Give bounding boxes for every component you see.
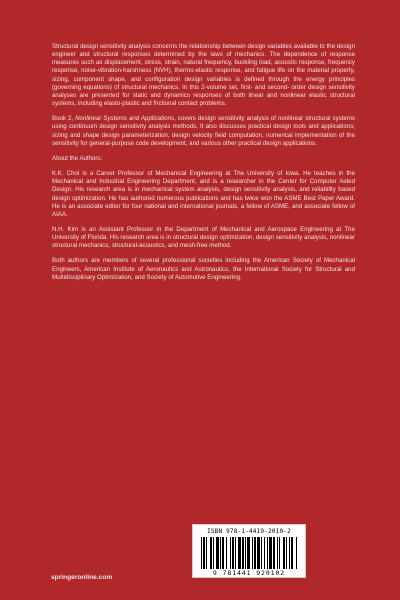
barcode-bar: [296, 537, 297, 569]
book-number-prefix: Book 2,: [52, 115, 76, 123]
isbn-number: ISBN 978-1-4419-2010-2: [207, 528, 291, 535]
description-paragraph-1: Structural design sensitivity analysis concerns the relationship between design variables available to the design engineer and structural responses determined by the laws of mechanics. The dependence of response measures such as displacement, stress, strain, natural frequency, buckling load, acoustic response, frequency response, noise-vibration-harshness (NVH), thermo-elastic response, and fatigue life on the material property, sizing, component shape, and configuration design variables is defined through the energy principles (governing equations) of structural mechanics. In this 2-volume set, first- and second- order design sensitivity analyses are presented for static and dynamics responses of both linear and nonlinear elastic structural systems, including elasto-plastic and frictional contact problems.: [52, 43, 355, 108]
barcode-bar: [203, 537, 205, 569]
barcode-bar: [235, 537, 236, 569]
barcode-bar: [286, 537, 287, 569]
isbn-barcode: [192, 524, 306, 578]
barcode-bars-icon: [201, 537, 299, 569]
barcode-bar: [232, 537, 234, 569]
barcode-bar: [206, 537, 207, 569]
barcode-bar: [283, 537, 285, 569]
author-bio-kim: N.H. Kim is an Assistant Professor in the Department of Mechanical and Aerospace Engineering at The University of Florida. His research area is in structural design optimization, design sensitivity analysis, nonlinear structural mechanics, structural-acoustics, and mesh-free method.: [52, 225, 355, 250]
barcode-bar: [210, 537, 212, 569]
barcode-bar: [264, 537, 265, 569]
barcode-bar: [291, 537, 293, 569]
barcode-bar: [230, 537, 231, 569]
barcode-bar: [226, 537, 227, 569]
barcode-bar: [245, 537, 246, 569]
authors-memberships: Both authors are members of several professional societies including the American Society of Mechanical Engineers, American Institute of Aeronautics and Astronautics, the International Society for Structural and Multidisciplinary Optimization, and Society of Automotive Engineering.: [52, 257, 355, 281]
barcode-bar: [267, 537, 268, 569]
barcode-bar: [222, 537, 224, 569]
publisher-website: springeronline.com: [51, 574, 113, 581]
description-paragraph-2-rest: , covers design sensitivity analysis of nonlinear structural systems using continuum design sensitivity analysis methods. It also discusses practical design tools and applications; sizing and shape design parameterization, design velocity field computation, numerical implementation of the sensitivity for general-purpose code development, and various other practical design applications.: [52, 115, 355, 147]
barcode-bar: [254, 537, 256, 569]
author-bio-choi: K.K. Choi is a Carver Professor of Mechanical Engineering at The University of Iowa. He teaches in the Mechanical and Industrial Engineering Department, and is a researcher in the Center for Computer Aided Design. His research area is in mechanical system analysis, design sensitivity analysis, and reliability based design optimization. He has authored numerous publications and has twice won the ASME Best Paper Award. He is an associate editor for four national and international journals, a fellow of ASME, and associate fellow of AIAA.: [52, 170, 355, 218]
barcode-bar: [238, 537, 241, 569]
authors-heading: About the Authors:: [52, 154, 103, 162]
barcode-bar: [201, 537, 202, 569]
barcode-bar: [213, 537, 214, 569]
barcode-digits: 9 781441 920102: [212, 569, 286, 577]
barcode-bar: [289, 537, 290, 569]
barcode-bar: [277, 537, 278, 569]
barcode-bar: [279, 537, 280, 569]
barcode-bar: [252, 537, 253, 569]
barcode-bar: [269, 537, 272, 569]
description-paragraph-2: [52, 115, 355, 148]
volume-title: Nonlinear Systems and Applications: [75, 115, 175, 123]
back-cover-text: [52, 43, 355, 289]
barcode-bar: [257, 537, 260, 569]
barcode-bar: [273, 537, 275, 569]
barcode-bar: [247, 537, 250, 569]
barcode-bar: [216, 537, 219, 569]
barcode-bar: [242, 537, 244, 569]
barcode-bar: [220, 537, 221, 569]
barcode-bar: [261, 537, 262, 569]
